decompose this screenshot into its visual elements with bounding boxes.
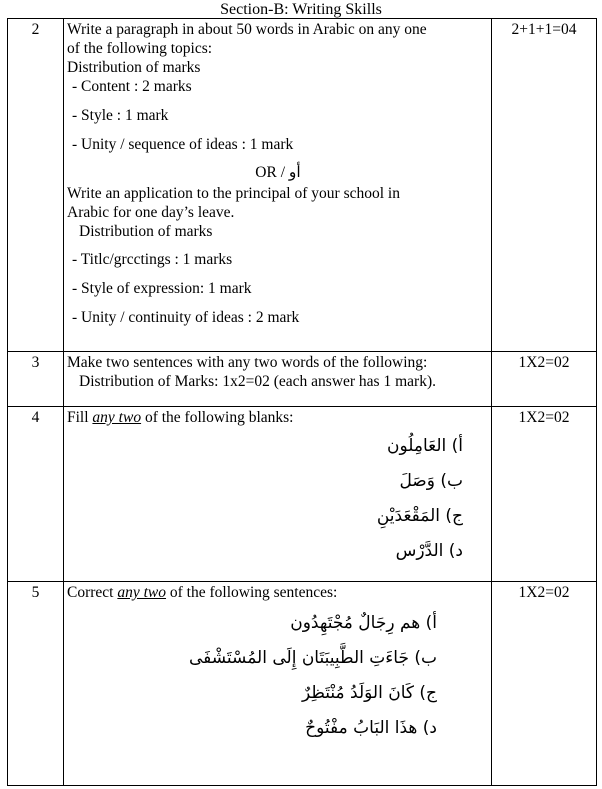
arabic-option: د) الدَّرْس — [395, 541, 463, 561]
arabic-sentence: د) هذَا البَابُ مفْتُوحٌ — [305, 718, 437, 738]
criterion-item: - Titlc/grcctings : 1 marks — [72, 251, 233, 268]
criterion-item: - Unity / sequence of ideas : 1 mark — [72, 136, 294, 153]
marks-distribution-heading: Distribution of marks — [67, 59, 201, 76]
table-row-question-4 — [8, 407, 597, 582]
arabic-option: ب) وَصَلَ — [399, 471, 463, 491]
question-body — [64, 19, 492, 352]
instruction-emphasis: any two — [92, 409, 142, 426]
question-text: Arabic for one day’s leave. — [67, 204, 235, 221]
criterion-item: - Style : 1 mark — [72, 107, 169, 124]
table-row-question-3 — [8, 352, 597, 407]
arabic-option: ج) المَقْعَدَيْنِ — [376, 506, 463, 526]
question-text: of the following topics: — [67, 40, 213, 57]
or-separator: OR / أو — [255, 164, 301, 181]
question-number: 3 — [8, 352, 64, 407]
marks-distribution-note: Distribution of Marks: 1x2=02 (each answer has 1 mark). — [79, 373, 436, 390]
question-instruction — [67, 583, 489, 602]
question-number: 4 — [8, 407, 64, 582]
question-text: Write a paragraph in about 50 words in Arabic on any one — [67, 21, 427, 38]
arabic-sentence: أ) هم رِجَالٌ مُجْتَهِدُون — [290, 613, 437, 633]
marks-allotted: 1X2=02 — [492, 582, 597, 786]
question-text: Make two sentences with any two words of the following: — [67, 354, 428, 371]
question-number: 2 — [8, 19, 64, 352]
marks-allotted: 1X2=02 — [492, 352, 597, 407]
marks-allotted: 2+1+1=04 — [492, 19, 597, 352]
marks-allotted: 1X2=02 — [492, 407, 597, 582]
criterion-item: - Unity / continuity of ideas : 2 mark — [72, 309, 300, 326]
arabic-sentence: ب) جَاءَتِ الطَّبِيبَتَان إِلَى المُسْتَشْفَى — [188, 648, 437, 668]
criterion-item: - Style of expression: 1 mark — [72, 280, 252, 297]
instruction-emphasis: any two — [117, 584, 167, 601]
section-heading: Section-B: Writing Skills — [220, 1, 382, 18]
question-body — [64, 407, 492, 582]
table-row-question-2 — [8, 19, 597, 352]
table-row-question-5 — [8, 582, 597, 786]
question-body — [64, 582, 492, 786]
arabic-option: أ) العَامِلُون — [386, 436, 463, 456]
instruction-prefix: Fill — [67, 409, 93, 426]
instruction-prefix: Correct — [67, 584, 118, 601]
question-number: 5 — [8, 582, 64, 786]
marks-distribution-heading: Distribution of marks — [79, 223, 213, 240]
question-body — [64, 352, 492, 407]
criterion-item: - Content : 2 marks — [72, 78, 192, 95]
questions-table — [7, 18, 597, 786]
arabic-sentence: ج) كَانَ الوَلَدُ مُنْتَظِرٌ — [301, 683, 437, 703]
instruction-suffix: of the following blanks: — [141, 409, 294, 426]
question-instruction — [67, 408, 489, 427]
instruction-suffix: of the following sentences: — [166, 584, 338, 601]
question-text: Write an application to the principal of your school in — [67, 185, 400, 202]
